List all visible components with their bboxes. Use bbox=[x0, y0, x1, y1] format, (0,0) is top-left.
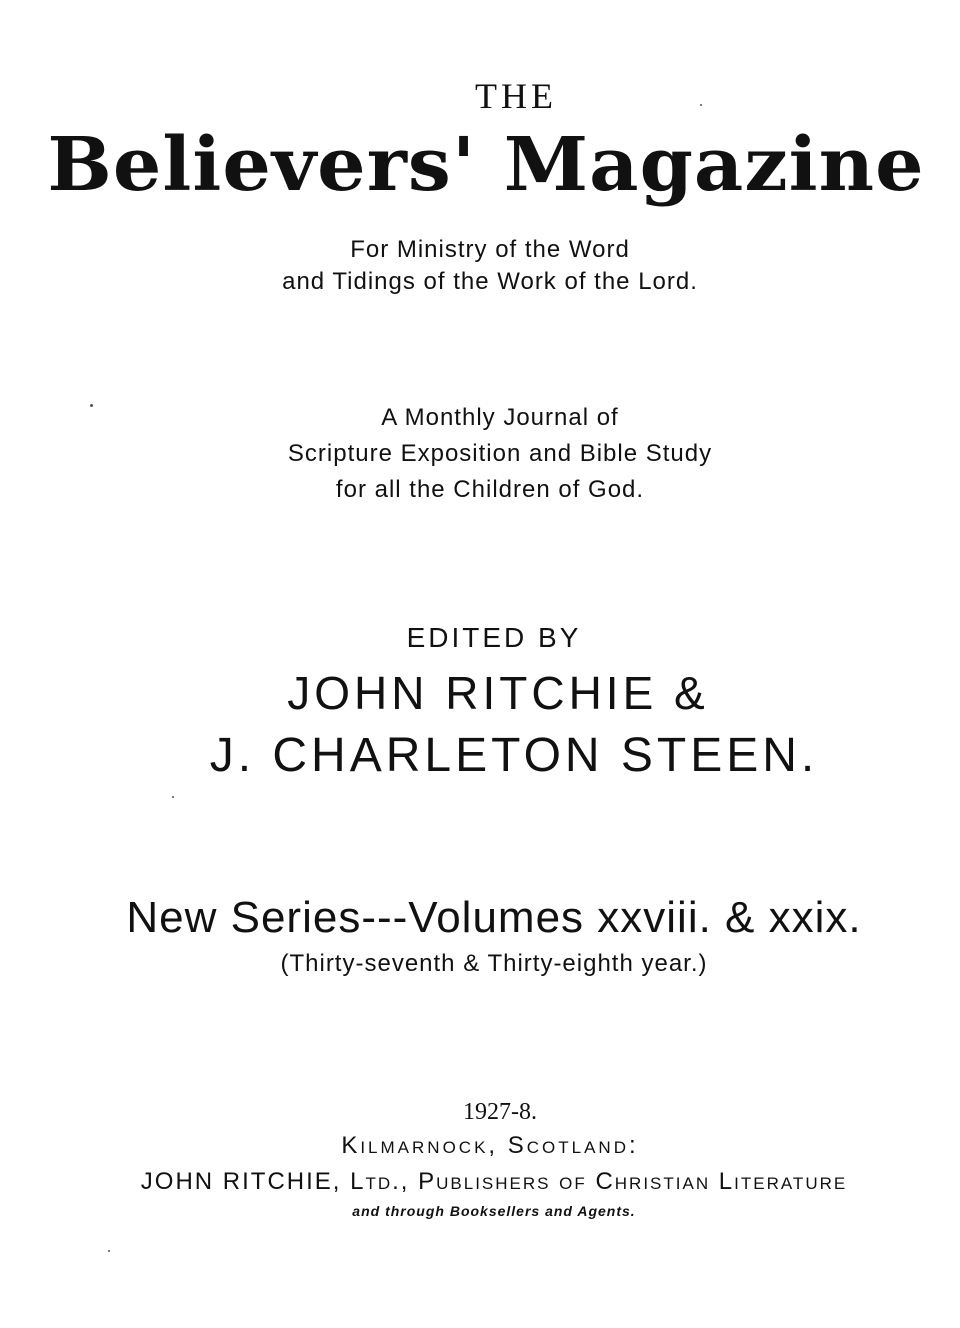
publisher-line: JOHN RITCHIE, Ltd., Publishers of Christian Literature bbox=[140, 1168, 848, 1195]
scan-speck bbox=[108, 1250, 110, 1252]
subtitle-line-1: For Ministry of the Word bbox=[350, 236, 630, 263]
series-volumes: New Series---Volumes xxviii. & xxix. bbox=[126, 893, 862, 942]
scan-speck bbox=[90, 404, 93, 407]
magazine-title: Believers' Magazine bbox=[47, 122, 925, 208]
scan-speck bbox=[700, 104, 702, 106]
journal-description-line-2: Scripture Exposition and Bible Study bbox=[287, 440, 713, 467]
subtitle-line-2: and Tidings of the Work of the Lord. bbox=[282, 268, 698, 295]
journal-description-line-3: for all the Children of God. bbox=[335, 476, 645, 503]
publication-place: Kilmarnock, Scotland: bbox=[341, 1132, 639, 1159]
edited-by-label: EDITED BY bbox=[406, 622, 582, 653]
year-note: (Thirty-seventh & Thirty-eighth year.) bbox=[280, 950, 708, 977]
agents-line: and through Booksellers and Agents. bbox=[352, 1203, 636, 1219]
editor-line-1: JOHN RITCHIE & bbox=[287, 667, 709, 719]
journal-description-line-1: A Monthly Journal of bbox=[381, 404, 619, 431]
masthead-the: THE bbox=[475, 76, 557, 116]
publication-date: 1927-8. bbox=[463, 1099, 537, 1125]
scan-speck bbox=[172, 796, 174, 798]
editor-line-2: J. CHARLETON STEEN. bbox=[209, 729, 819, 782]
